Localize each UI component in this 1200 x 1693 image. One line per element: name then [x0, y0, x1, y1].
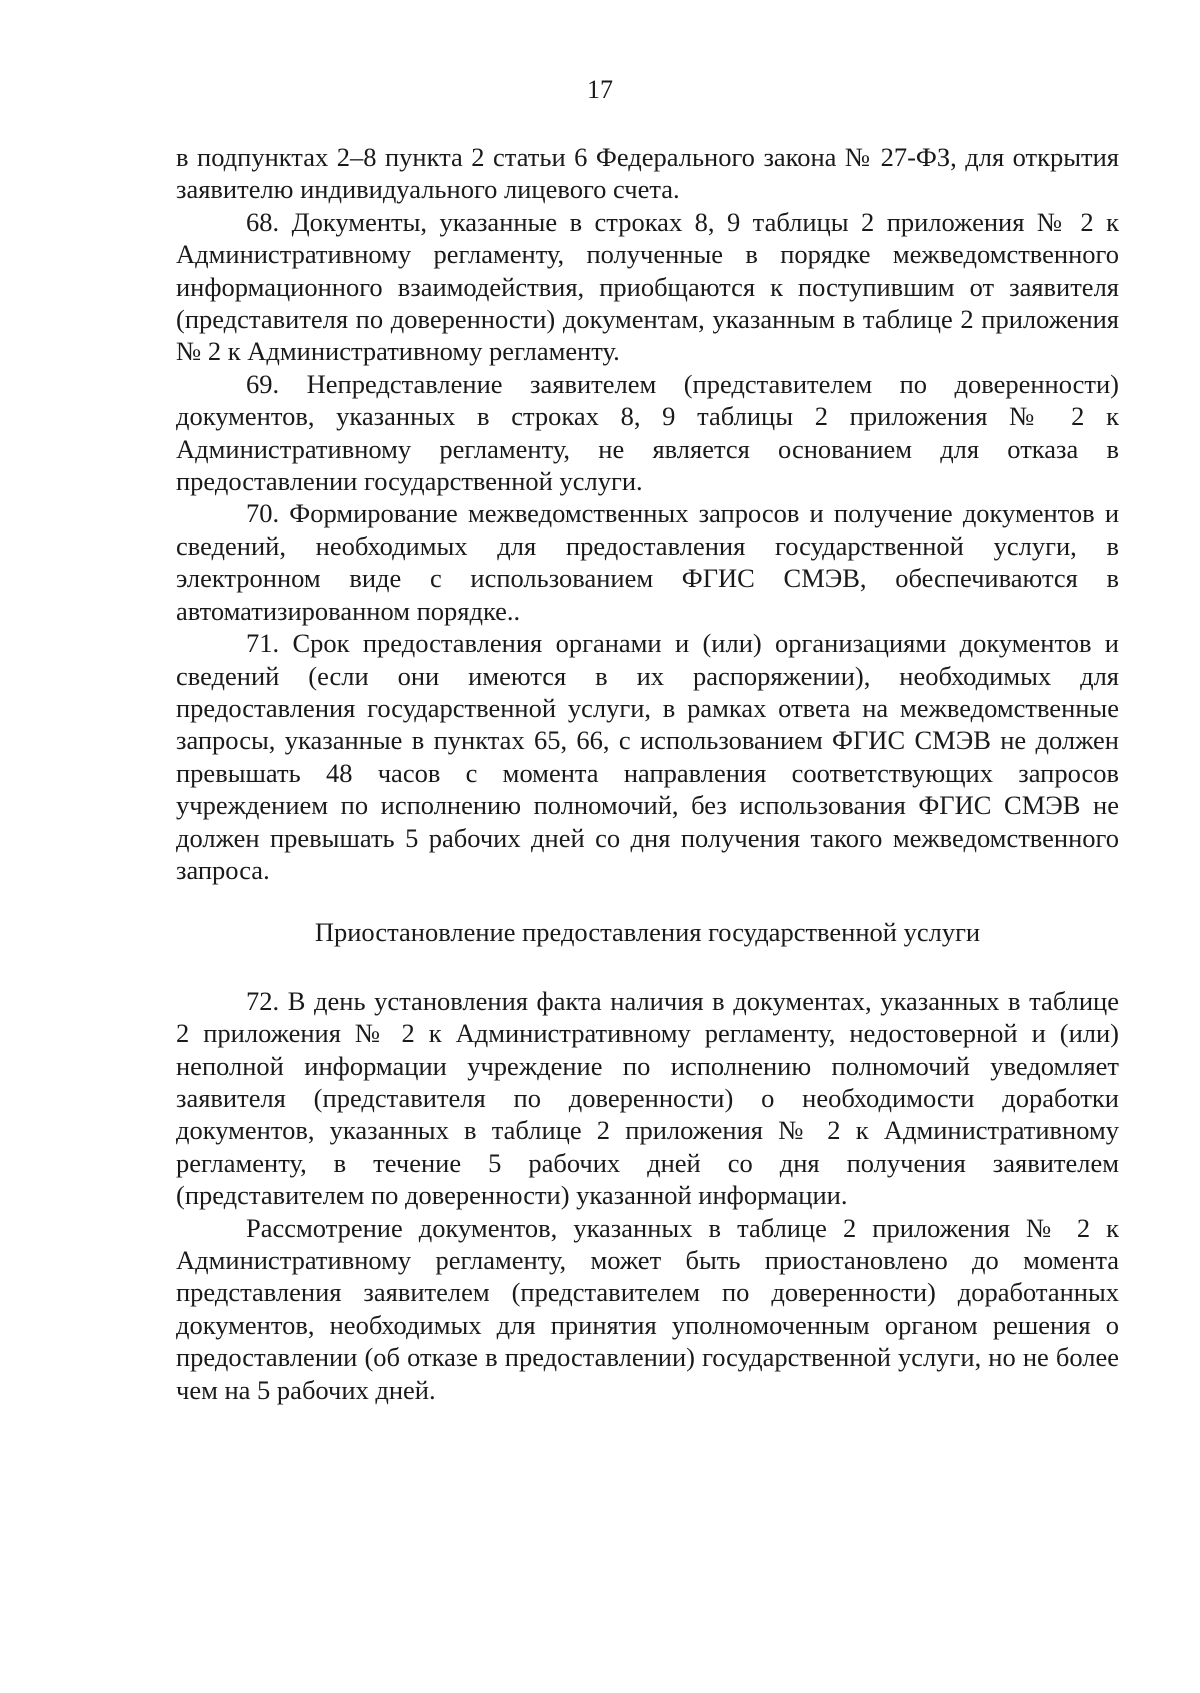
page-number: 17 — [587, 75, 613, 104]
paragraph-68: 68. Документы, указанные в строках 8, 9 таблицы 2 приложения № 2 к Административному регламенту, полученные в порядке межведомственного информационного взаимодействия, приобщаются к поступившим от заявителя (представителя по доверенности) документам, указанным в таблице 2 приложения № 2 к Административному регламенту. — [176, 206, 1119, 367]
paragraph-70: 70. Формирование межведомственных запросов и получение документов и сведений, необходимых для предоставления государственной услуги, в электронном виде с использованием ФГИС СМЭВ, обеспечиваются в автоматизированном порядке.. — [176, 498, 1119, 626]
paragraph-69: 69. Непредставление заявителем (представителем по доверенности) документов, указанных в строках 8, 9 таблицы 2 приложения № 2 к Административному регламенту, не является основанием для отказа в предоставлении государственной услуги. — [176, 368, 1119, 497]
section-heading: Приостановление предоставления государственной услуги — [314, 917, 981, 948]
paragraph-72: 72. В день установления факта наличия в документах, указанных в таблице 2 приложения № 2 к Административному регламенту, недостоверной и (или) неполной информации учреждение по исполнению полномочий уведомляет заявителя (представителя по доверенности) о необходимости доработки документов, указанных в таблице 2 приложения № 2 к Административному регламенту, в течение 5 рабочих дней со дня получения заявителем (представителем по доверенности) указанной информации. — [176, 985, 1119, 1211]
paragraph-71: 71. Срок предоставления органами и (или) организациями документов и сведений (если они имеются в их распоряжении), необходимых для предоставления государственной услуги, в рамках ответа на межведомственные запросы, указанные в пунктах 65, 66, с использованием ФГИС СМЭВ не должен превышать 48 часов с момента направления соответствующих запросов учреждением по исполнению полномочий, без использования ФГИС СМЭВ не должен превышать 5 рабочих дней со дня получения такого межведомственного запроса. — [176, 628, 1119, 885]
document-body — [176, 141, 1119, 1406]
paragraph-review: Рассмотрение документов, указанных в таблице 2 приложения № 2 к Административному регламенту, может быть приостановлено до момента представления заявителем (представителем по доверенности) доработанных документов, необходимых для принятия уполномоченным органом решения о предоставлении (об отказе в предоставлении) государственной услуги, но не более чем на 5 рабочих дней. — [176, 1212, 1119, 1405]
paragraphs-after — [176, 985, 1119, 1406]
paragraphs-before — [176, 141, 1119, 886]
paragraph-continuation: в подпунктах 2–8 пункта 2 статьи 6 Федерального закона № 27-ФЗ, для открытия заявителю индивидуального лицевого счета. — [176, 142, 1119, 205]
